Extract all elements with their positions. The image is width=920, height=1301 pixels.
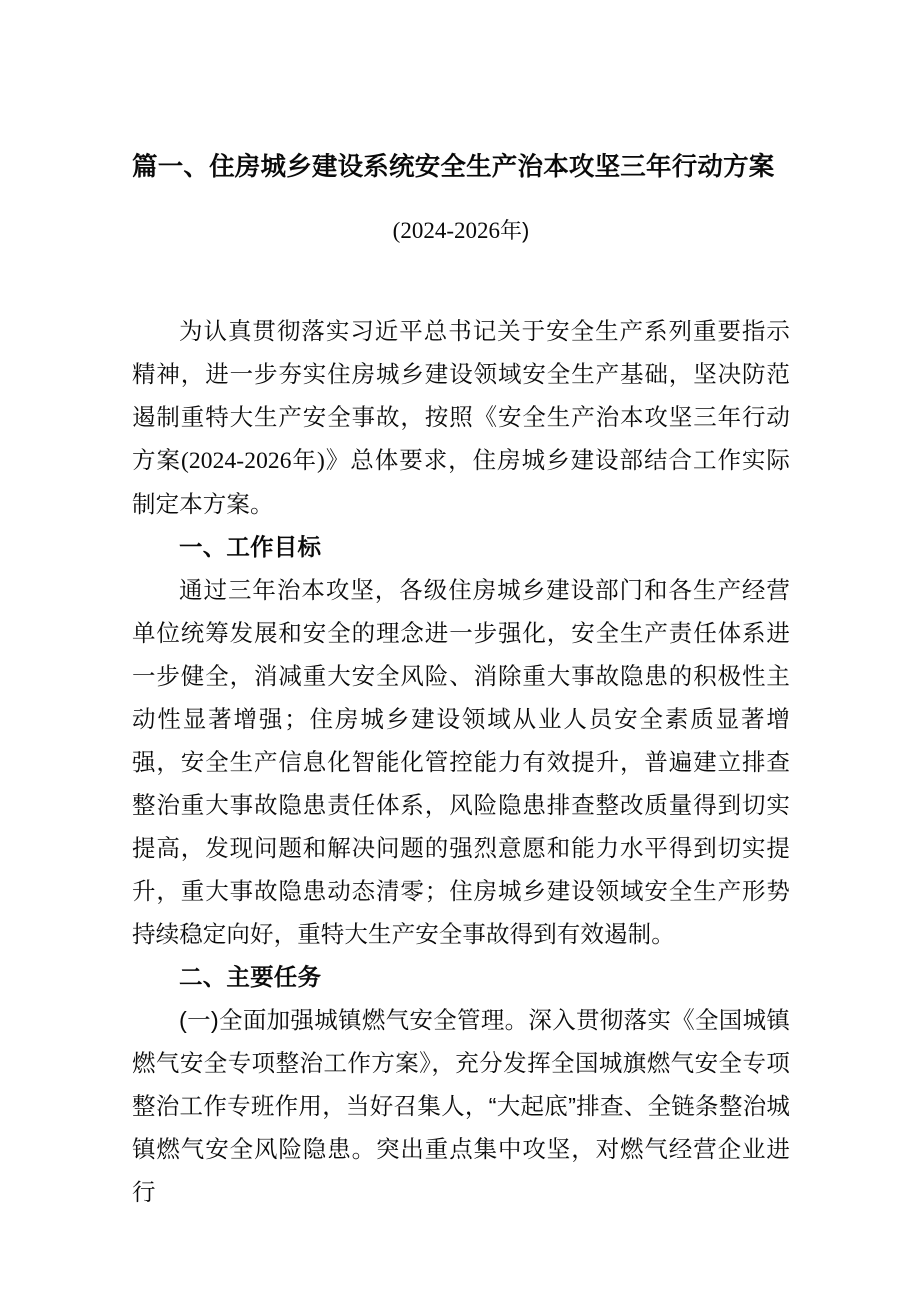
subtitle-year-unit: 年) xyxy=(500,218,530,243)
paragraph-intro-tail: 》总体要求，住房城乡建设部结合工作实际制定本方案。 xyxy=(132,447,790,517)
paragraph-work-goals: 通过三年治本攻坚，各级住房城乡建设部门和各生产经营单位统筹发展和安全的理念进一步强化，安全生产责任体系进一步健全，消减重大安全风险、消除重大事故隐患的积极性主动性显著增强；住房城乡建设领域从业人员安全素质显著增强，安全生产信息化智能化管控能力有效提升，普遍建立排查整治重大事故隐患责任体系，风险隐患排查整改质量得到切实提高，发现问题和解决问题的强烈意愿和能力水平得到切实提升，重大事故隐患动态清零；住房城乡建设领域安全生产形势持续稳定向好，重特大生产安全事故得到有效遏制。 xyxy=(132,577,790,947)
document-subtitle xyxy=(132,186,790,248)
paragraph-intro-text: 为认真贯彻落实习近平总书记关于安全生产系列重要指示精神，进一步夯实住房城乡建设领域安全生产基础，坚决防范遏制重特大生产安全事故，按照《安全生产治本攻坚三年行动方案 xyxy=(132,318,790,473)
paragraph-intro xyxy=(132,310,790,526)
paragraph-task-gas-safety: (一)全面加强城镇燃气安全管理。深入贯彻落实《全国城镇燃气安全专项整治工作方案》，充分发挥全国城旗燃气安全专项整治工作专班作用，当好召集人，“大起底”排查、全链条整治城镇燃气安全风险隐患。突出重点集中攻坚，对燃气经营企业进行 xyxy=(132,1007,790,1205)
page-title: 篇一、住房城乡建设系统安全生产治本攻坚三年行动方案 xyxy=(132,153,775,181)
paragraph-intro-year-range: (2024-2026年) xyxy=(180,448,325,474)
subtitle-year-range: (2024-2026 xyxy=(392,218,500,243)
section-heading-work-goals: 一、工作目标 xyxy=(179,534,322,560)
section-heading-main-tasks: 二、主要任务 xyxy=(179,964,322,990)
document-body xyxy=(132,0,790,1214)
